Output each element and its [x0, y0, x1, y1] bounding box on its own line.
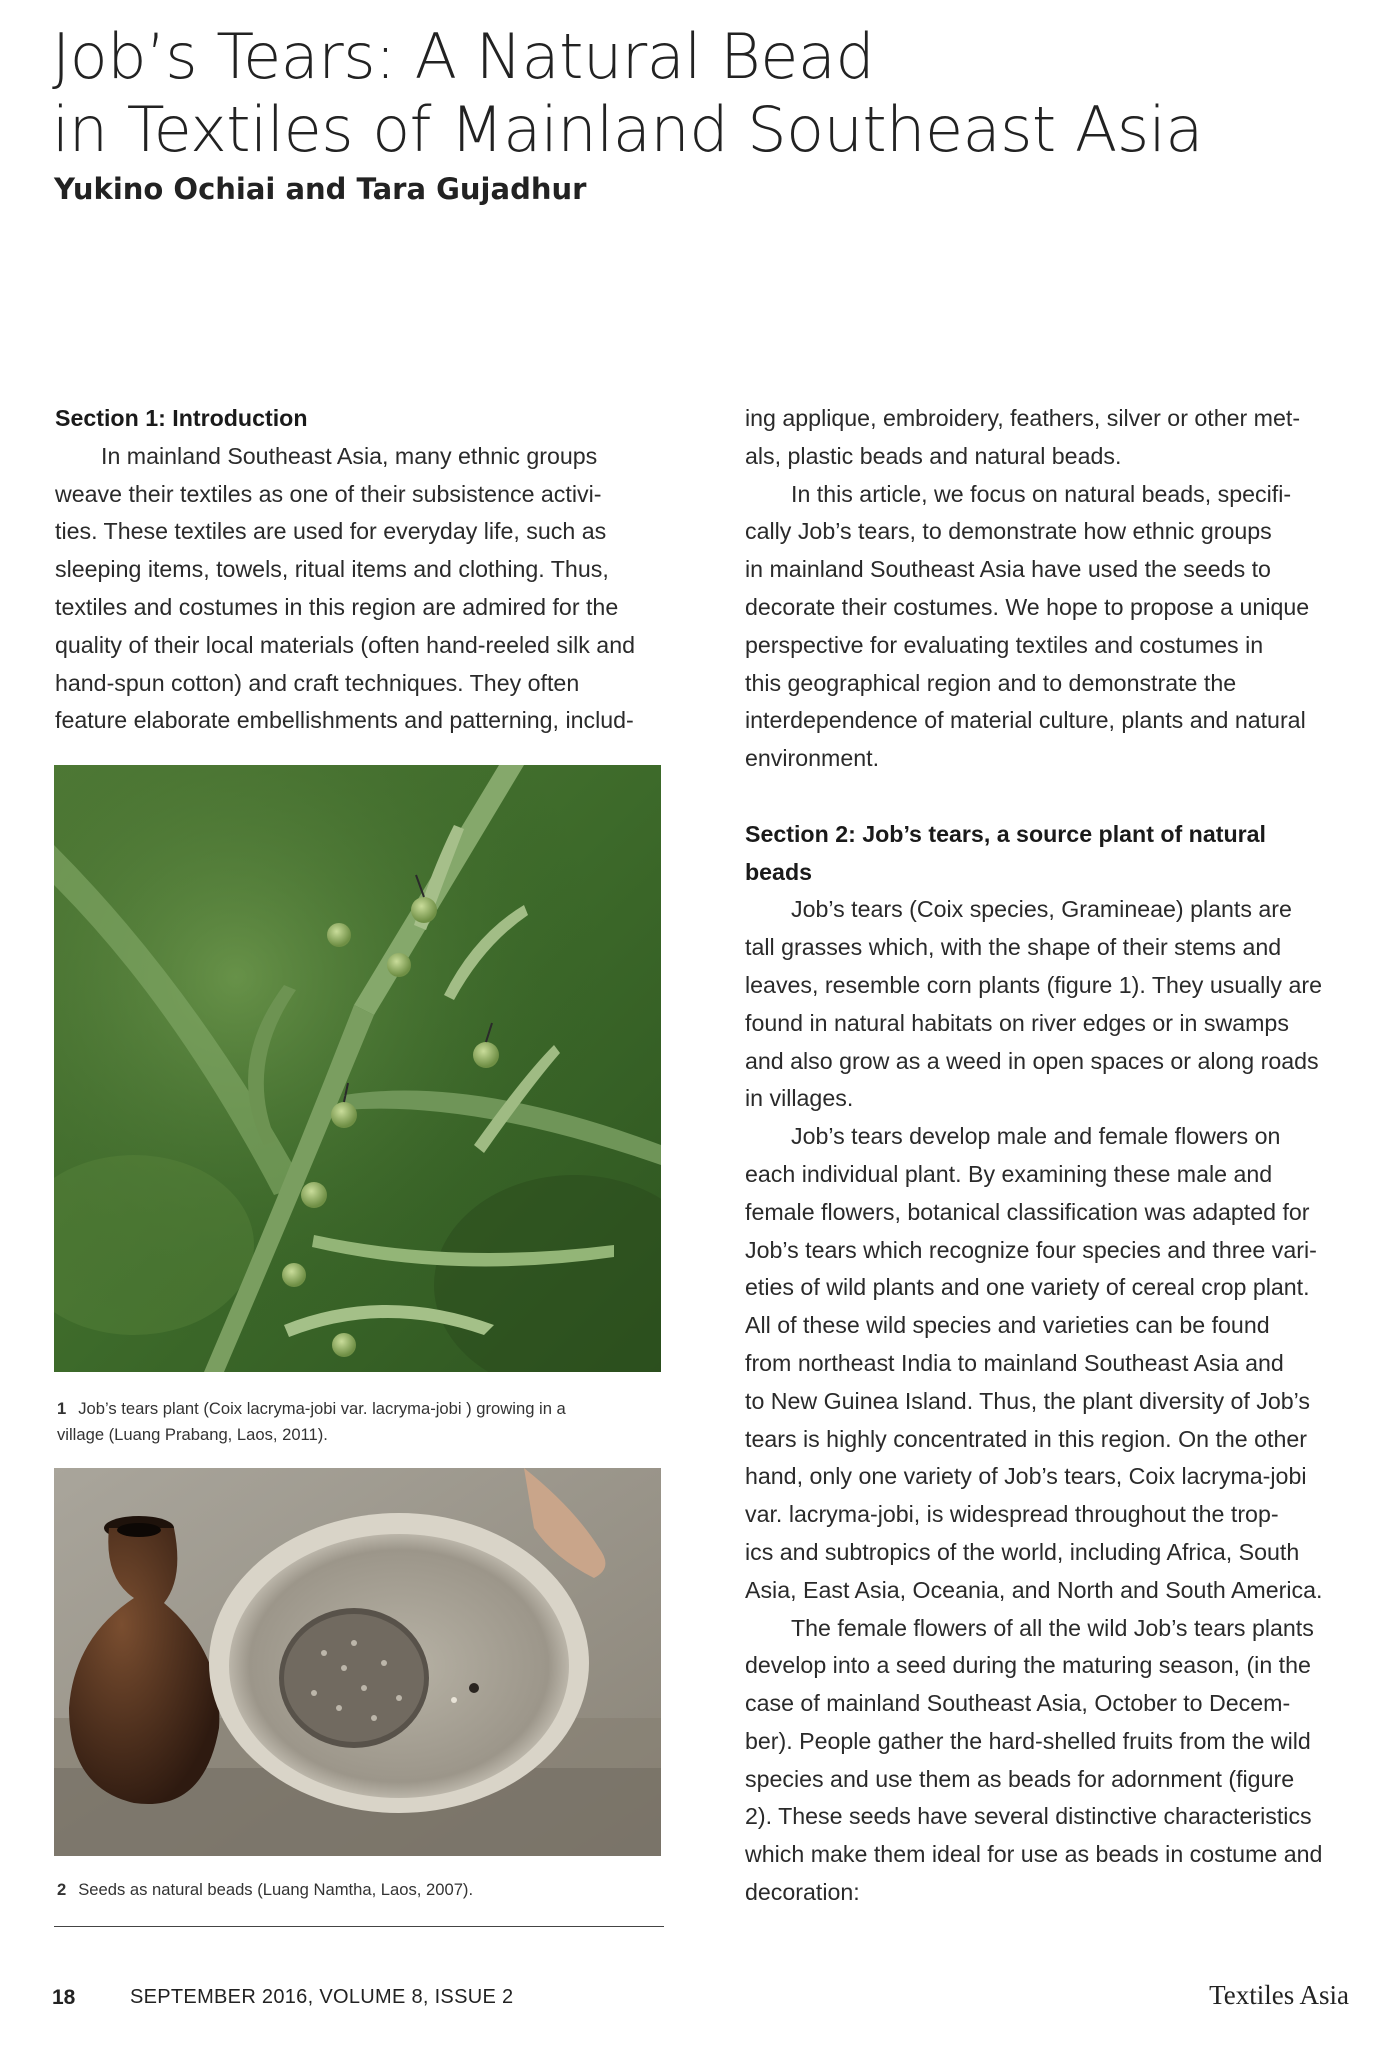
- text-line: Job’s tears (Coix species, Gramineae) plants are: [791, 896, 1292, 923]
- text-line: interdependence of material culture, plants and natural: [745, 707, 1306, 734]
- figure-2-caption: [57, 1877, 677, 1903]
- left-column: [55, 400, 675, 740]
- text-line: ties. These textiles are used for everyday life, such as: [55, 518, 607, 545]
- title-line-1: Job’s Tears: A Natural Bead: [52, 20, 875, 93]
- section-1-heading: Section 1: Introduction: [55, 405, 308, 431]
- text-line: quality of their local materials (often hand-reeled silk and: [55, 631, 635, 658]
- text-line: tears is highly concentrated in this region. On the other: [745, 1425, 1307, 1452]
- text-line: eties of wild plants and one variety of cereal crop plant.: [745, 1274, 1310, 1301]
- text-line: in villages.: [745, 1085, 854, 1112]
- text-line: develop into a seed during the maturing season, (in the: [745, 1652, 1311, 1679]
- text-line: Asia, East Asia, Oceania, and North and South America.: [745, 1576, 1323, 1603]
- text-line: leaves, resemble corn plants (figure 1). They usually are: [745, 971, 1322, 998]
- page-number: 18: [52, 1986, 76, 2009]
- figure-2-number: 2: [57, 1880, 67, 1899]
- text-line: feature elaborate embellishments and patterning, includ-: [55, 707, 634, 734]
- publication-name: Textiles Asia: [1209, 1980, 1349, 2010]
- text-line: hand, only one variety of Job’s tears, Coix lacryma-jobi: [745, 1463, 1307, 1490]
- text-line: All of these wild species and varieties can be found: [745, 1312, 1270, 1339]
- text-line: Job’s tears which recognize four species and three vari-: [745, 1236, 1317, 1263]
- text-line: In this article, we focus on natural beads, specifi-: [791, 480, 1292, 507]
- text-line: to New Guinea Island. Thus, the plant diversity of Job’s: [745, 1387, 1310, 1414]
- caption-line: village (Luang Prabang, Laos, 2011).: [57, 1425, 328, 1444]
- text-line: textiles and costumes in this region are admired for the: [55, 593, 619, 620]
- text-line: which make them ideal for use as beads in costume and: [745, 1841, 1323, 1868]
- text-line: decoration:: [745, 1879, 860, 1906]
- text-line: In mainland Southeast Asia, many ethnic groups: [101, 442, 598, 469]
- right-column: [745, 400, 1365, 1912]
- text-line: The female flowers of all the wild Job’s tears plants: [791, 1614, 1314, 1641]
- text-line: species and use them as beads for adornment (figure: [745, 1765, 1295, 1792]
- caption-line: Job’s tears plant (Coix lacryma-jobi var. lacryma-jobi ) growing in a: [78, 1399, 566, 1418]
- text-line: and also grow as a weed in open spaces or along roads: [745, 1047, 1319, 1074]
- text-line: decorate their costumes. We hope to propose a unique: [745, 593, 1310, 620]
- text-line: each individual plant. By examining these male and: [745, 1160, 1273, 1187]
- text-line: perspective for evaluating textiles and costumes in: [745, 631, 1264, 658]
- text-line: from northeast India to mainland Southeast Asia and: [745, 1349, 1284, 1376]
- text-line: ing applique, embroidery, feathers, silver or other met-: [745, 405, 1301, 431]
- caption-line: Seeds as natural beads (Luang Namtha, Laos, 2007).: [78, 1880, 474, 1899]
- figure-2-photo: [54, 1468, 661, 1856]
- text-line: ics and subtropics of the world, including Africa, South: [745, 1538, 1300, 1565]
- caption-divider: [54, 1926, 664, 1927]
- text-line: this geographical region and to demonstrate the: [745, 669, 1237, 696]
- text-line: weave their textiles as one of their subsistence activi-: [55, 480, 602, 507]
- text-line: environment.: [745, 745, 880, 772]
- text-line: hand-spun cotton) and craft techniques. They often: [55, 669, 580, 696]
- text-line: tall grasses which, with the shape of their stems and: [745, 934, 1282, 961]
- title-line-2: in Textiles of Mainland Southeast Asia: [52, 93, 1203, 166]
- text-line: ber). People gather the hard-shelled fruits from the wild: [745, 1727, 1311, 1754]
- figure-1-photo: [54, 765, 661, 1372]
- article-title: [52, 20, 1352, 166]
- section-2-heading: Section 2: Job’s tears, a source plant of natural: [745, 820, 1266, 847]
- text-line: case of mainland Southeast Asia, October to Decem-: [745, 1690, 1291, 1717]
- text-line: female flowers, botanical classification was adapted for: [745, 1198, 1310, 1225]
- text-line: in mainland Southeast Asia have used the seeds to: [745, 556, 1271, 583]
- text-line: var. lacryma-jobi, is widespread throughout the trop-: [745, 1501, 1279, 1528]
- text-line: als, plastic beads and natural beads.: [745, 442, 1122, 469]
- text-line: Job’s tears develop male and female flowers on: [791, 1123, 1281, 1150]
- section-2-heading-cont: beads: [745, 858, 813, 885]
- text-line: cally Job’s tears, to demonstrate how ethnic groups: [745, 518, 1272, 545]
- figure-1-number: 1: [57, 1399, 67, 1418]
- figure-1-caption: [57, 1396, 677, 1448]
- article-authors: Yukino Ochiai and Tara Gujadhur: [54, 172, 587, 206]
- text-line: 2). These seeds have several distinctive characteristics: [745, 1803, 1312, 1830]
- text-line: sleeping items, towels, ritual items and clothing. Thus,: [55, 556, 609, 583]
- intro-paragraph: [55, 438, 675, 740]
- issue-info: SEPTEMBER 2016, VOLUME 8, ISSUE 2: [130, 1986, 514, 2008]
- text-line: found in natural habitats on river edges or in swamps: [745, 1009, 1289, 1036]
